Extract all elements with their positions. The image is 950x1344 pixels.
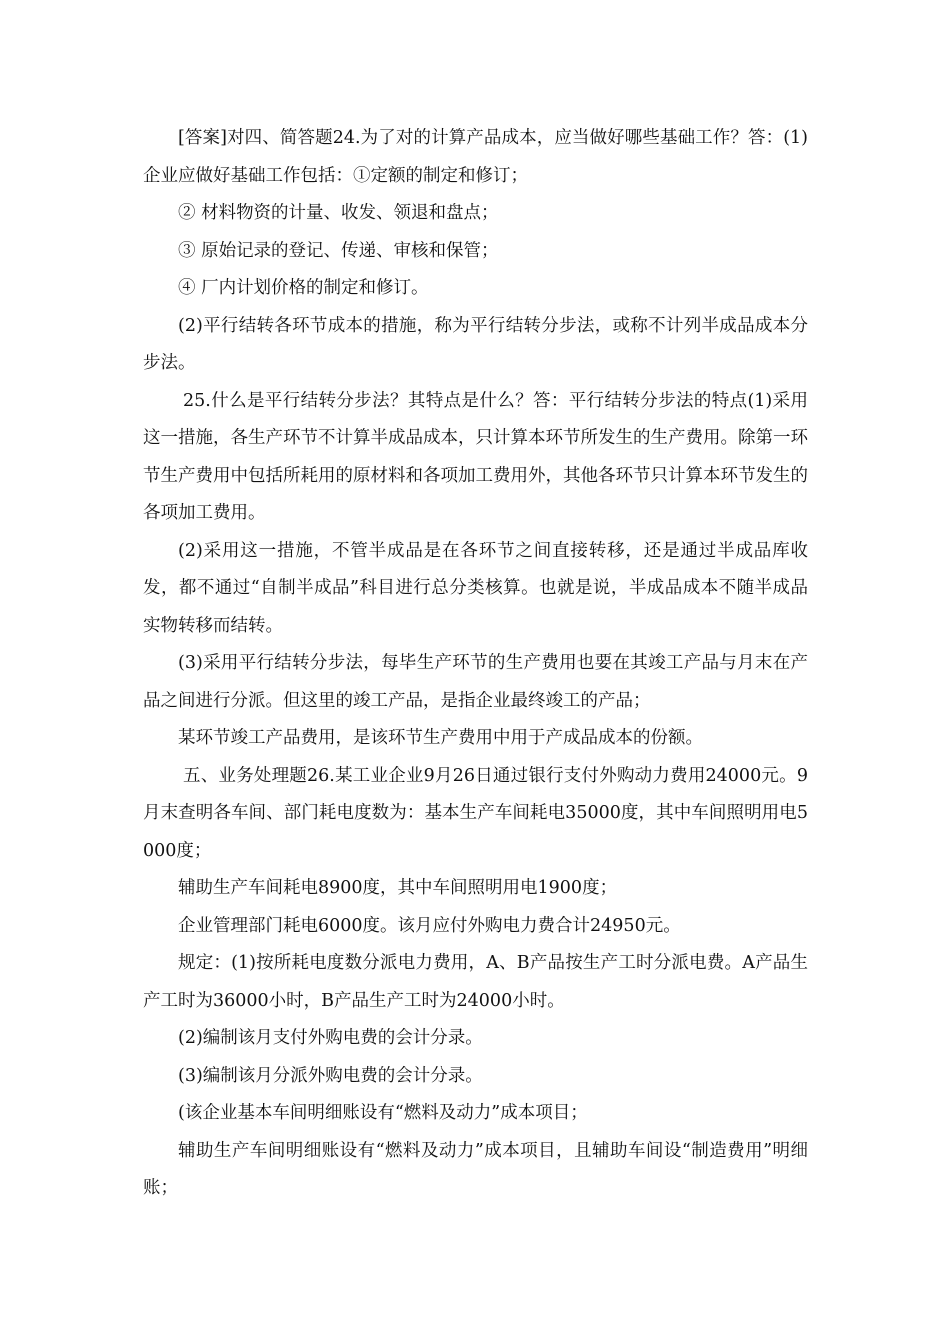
paragraph-aux-usage: 辅助生产车间耗电8900度，其中车间照明用电1900度； bbox=[178, 878, 618, 898]
paragraph-admin-usage: 企业管理部门耗电6000度。该月应付外购电力费合计24950元。 bbox=[178, 915, 681, 936]
paragraph-feature-2: (2)采用这一措施，不管半成品是在各环节之间直接转移，还是通过半成品库收发，都不通过“自制半成品”科目进行总分类核算。也就是说，半成品成本不随半成品实物转移而结转。 bbox=[143, 540, 808, 636]
paragraph-requirement-1: 规定：(1)按所耗电度数分派电力费用，A、B产品按生产工时分派电费。A产品生产工时为36000小时，B产品生产工时为24000小时。 bbox=[143, 953, 808, 1011]
paragraph-answer-2: (2)平行结转各环节成本的措施，称为平行结转分步法，或称不计列半成品成本分步法。 bbox=[143, 315, 808, 373]
paragraph-feature-3-cont: 某环节竣工产品费用，是该环节生产费用中用于产成品成本的份额。 bbox=[178, 728, 703, 748]
paragraph-item-2: ② 材料物资的计量、收发、领退和盘点； bbox=[178, 203, 499, 223]
paragraph-note-aux: 辅助生产车间明细账设有“燃料及动力”成本项目，且辅助车间设“制造费用”明细账； bbox=[143, 1140, 808, 1198]
paragraph-question-25: 25.什么是平行结转分步法？其特点是什么？答：平行结转分步法的特点(1)采用这一措施，各生产环节不计算半成品成本，只计算本环节所发生的生产费用。除第一环节生产费用中包括所耗用的原材料和各项加工费用外，其他各环节只计算本环节发生的各项加工费用。 bbox=[143, 390, 808, 523]
paragraph-answer-intro: [答案]对四、简答题24.为了对的计算产品成本，应当做好哪些基础工作？答：(1)企业应做好基础工作包括：①定额的制定和修订； bbox=[143, 128, 808, 186]
paragraph-requirement-2: (2)编制该月支付外购电费的会计分录。 bbox=[178, 1028, 483, 1048]
paragraph-question-26: 五、业务处理题26.某工业企业9月26日通过银行支付外购动力费用24000元。9月末查明各车间、部门耗电度数为：基本生产车间耗电35000度，其中车间照明用电5000度； bbox=[143, 765, 808, 861]
paragraph-note-basic: (该企业基本车间明细账设有“燃料及动力”成本项目； bbox=[178, 1103, 588, 1123]
paragraph-requirement-3: (3)编制该月分派外购电费的会计分录。 bbox=[178, 1065, 483, 1086]
paragraph-item-3: ③ 原始记录的登记、传递、审核和保管； bbox=[178, 240, 499, 261]
document-body bbox=[143, 120, 808, 1208]
paragraph-feature-3: (3)采用平行结转分步法，每毕生产环节的生产费用也要在其竣工产品与月末在产品之间进行分派。但这里的竣工产品，是指企业最终竣工的产品； bbox=[143, 653, 808, 711]
paragraph-item-4: ④ 厂内计划价格的制定和修订。 bbox=[178, 278, 429, 298]
